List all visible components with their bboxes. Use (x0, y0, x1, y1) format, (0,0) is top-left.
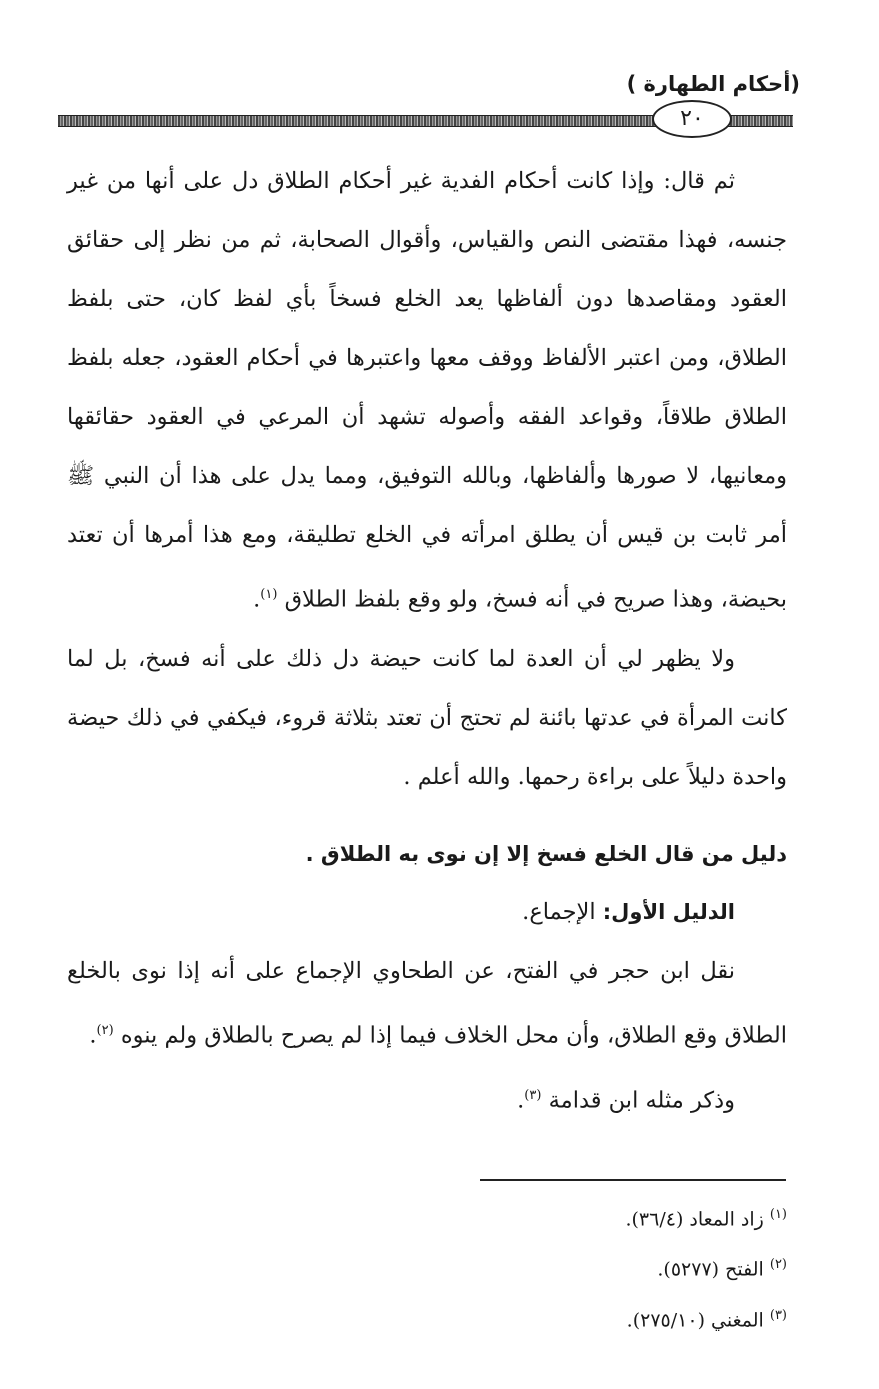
final-line-text: وذكر مثله ابن قدامة (548, 1087, 735, 1113)
main-text (67, 152, 787, 807)
footnote-1 (447, 1192, 787, 1242)
sub-heading-text: الإجماع. (522, 899, 596, 925)
footnote-1-marker: (١) (769, 1207, 787, 1222)
footnote-2-text: الفتح (٥٢٧٧). (657, 1258, 764, 1281)
footnote-1-text: زاد المعاد (٣٦/٤). (625, 1208, 764, 1231)
sub-heading-label: الدليل الأول: (602, 900, 735, 924)
footnote-marker-2: (٢) (96, 1023, 114, 1038)
footnote-3-text: المغني (٢٧٥/١٠). (626, 1308, 764, 1331)
footnotes (447, 1192, 787, 1343)
sub-heading (67, 883, 787, 942)
footnote-2-marker: (٢) (769, 1257, 787, 1273)
evidence-paragraph: نقل ابن حجر في الفتح، عن الطحاوي الإجماع على أنه إذا نوى بالخلع الطلاق وقع الطلاق، وأن محل الخلاف فيما إذا لم يصرح بالطلاق ولم ينوه $^{(٢)}$. (67, 958, 787, 1049)
evidence-paragraph-text: نقل ابن حجر في الفتح، عن الطحاوي الإجماع على أنه إذا نوى بالخلع الطلاق وقع الطلاق، وأن محل الخلاف فيما إذا لم يصرح بالطلاق ولم ينوه (67, 958, 787, 1049)
footnote-2 (447, 1242, 787, 1292)
book-title: (أحكام الطهارة ) (626, 72, 800, 96)
paragraph-1: ثم قال: وإذا كانت أحكام الفدية غير أحكام الطلاق دل على أنها من غير جنسه، فهذا مقتضى النص والقياس، وأقوال الصحابة، ثم من نظر إلى حقائق العقود ومقاصدها دون ألفاظها يعد الخلع فسخاً بأي لفظ كان، حتى بلفظ الطلاق، ومن اعتبر الألفاظ ووقف معها واعتبرها في أحكام العقود، جعله بلفظ الطلاق طلاقاً، وقواعد الفقه وأصوله تشهد أن المرعي في العقود حقائقها ومعانيها، لا صورها وألفاظها، وبالله التوفيق، ومما يدل على هذا أن النبي ﷺ أمر ثابت بن قيس أن يطلق امرأته في الخلع تطليقة، ومع هذا أمرها أن تعتد بحيضة، وهذا صريح في أنه فسخ، ولو وقع بلفظ الطلاق $^{(١)}$. (67, 168, 787, 613)
footnote-3 (447, 1293, 787, 1343)
evidence-section (67, 883, 787, 1130)
footnote-rule (480, 1179, 786, 1181)
paragraph-1-text: ثم قال: وإذا كانت أحكام الفدية غير أحكام الطلاق دل على أنها من غير جنسه، فهذا مقتضى النص والقياس، وأقوال الصحابة، ثم من نظر إلى حقائق العقود ومقاصدها دون ألفاظها يعد الخلع فسخاً بأي لفظ كان، حتى بلفظ الطلاق، ومن اعتبر الألفاظ ووقف معها واعتبرها في أحكام العقود، جعله بلفظ الطلاق طلاقاً، وقواعد الفقه وأصوله تشهد أن المرعي في العقود حقائقها ومعانيها، لا صورها وألفاظها، وبالله التوفيق، ومما يدل على هذا أن النبي ﷺ أمر ثابت بن قيس أن يطلق امرأته في الخلع تطليقة، ومع هذا أمرها أن تعتد بحيضة، وهذا صريح في أنه فسخ، ولو وقع بلفظ الطلاق (67, 168, 787, 613)
section-heading: دليل من قال الخلع فسخ إلا إن نوى به الطلاق . (305, 842, 787, 866)
footnote-3-marker: (٣) (769, 1307, 787, 1323)
paragraph-2: ولا يظهر لي أن العدة لما كانت حيضة دل ذلك على أنه فسخ، بل لما كانت المرأة في عدتها بائنة لم تحتج أن تعتد بثلاثة قروء، فيكفي في ذلك حيضة واحدة دليلاً على براءة رحمها. والله أعلم . (67, 645, 787, 790)
footnote-marker-1: (١) (260, 587, 278, 602)
footnote-marker-3: (٣) (524, 1087, 542, 1103)
page-header (60, 70, 800, 100)
final-line: وذكر مثله ابن قدامة $^{(٣)}$. (517, 1087, 735, 1113)
page-number: ٢٠ (652, 100, 732, 138)
